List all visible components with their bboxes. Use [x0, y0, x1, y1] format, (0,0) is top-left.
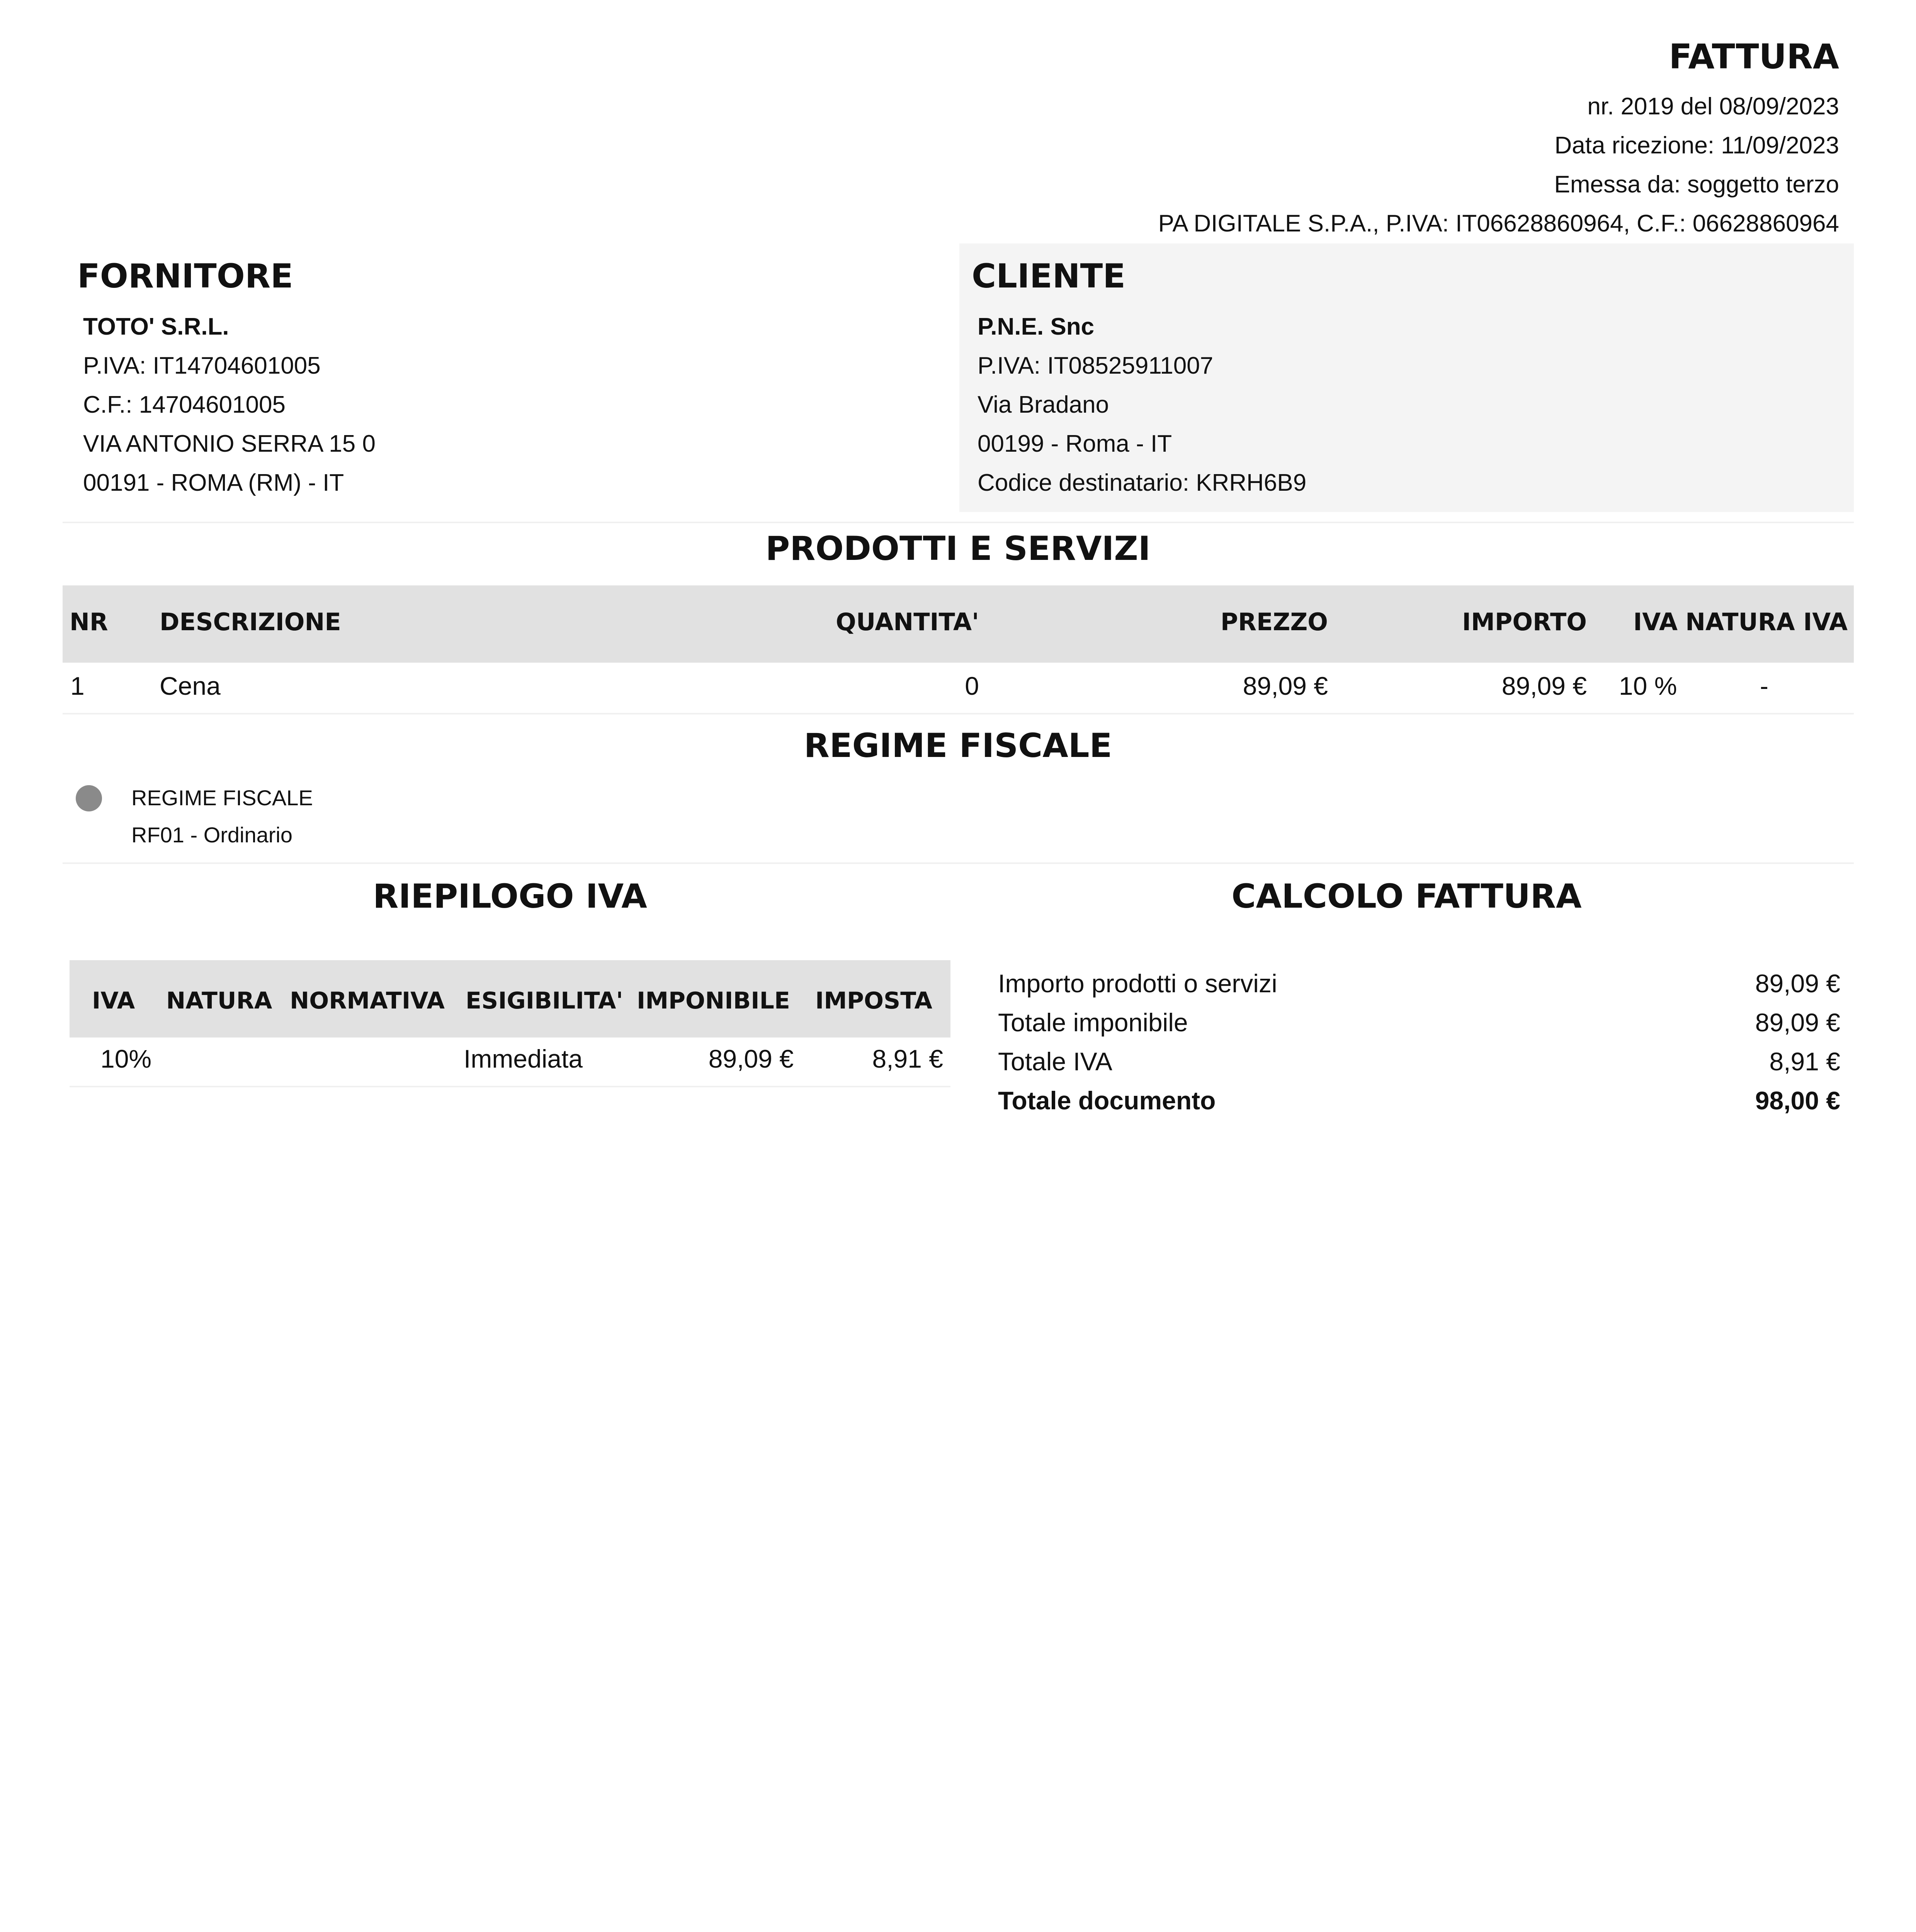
- fornitore-title: FORNITORE: [77, 257, 293, 296]
- col-natura-iva: NATURA IVA: [1685, 608, 1848, 636]
- regime-label: REGIME FISCALE: [131, 786, 313, 810]
- riep-row-iva: 10%: [100, 1044, 152, 1073]
- fornitore-name: TOTO' S.R.L.: [83, 313, 229, 340]
- row-prezzo: 89,09 €: [1243, 672, 1328, 700]
- document-title: FATTURA: [1669, 37, 1839, 77]
- calc-value: 89,09 €: [1755, 1008, 1840, 1037]
- fornitore-piva: P.IVA: IT14704601005: [83, 352, 321, 379]
- cliente-name: P.N.E. Snc: [978, 313, 1095, 340]
- regime-value: RF01 - Ordinario: [131, 823, 293, 847]
- col-importo: IMPORTO: [1462, 608, 1587, 636]
- regime-title: REGIME FISCALE: [804, 726, 1112, 765]
- calc-value: 98,00 €: [1755, 1086, 1840, 1115]
- document-header-info: [1158, 87, 1839, 243]
- riep-col-natura: NATURA: [166, 987, 272, 1014]
- row-nr: 1: [70, 672, 85, 700]
- divider: [63, 862, 1854, 864]
- divider: [70, 1086, 950, 1087]
- row-natura-iva: -: [1760, 672, 1768, 700]
- riep-col-esigibilita: ESIGIBILITA': [466, 987, 623, 1014]
- issued-by: Emessa da: soggetto terzo: [1554, 171, 1839, 198]
- riep-row-imponibile: 89,09 €: [708, 1044, 794, 1073]
- divider: [63, 522, 1854, 523]
- fornitore-cf: C.F.: 14704601005: [83, 391, 286, 418]
- calcolo-title: CALCOLO FATTURA: [1231, 877, 1582, 916]
- calc-row-totale: [998, 1081, 1840, 1120]
- receipt-date: Data ricezione: 11/09/2023: [1554, 132, 1839, 159]
- col-nr: NR: [70, 608, 108, 636]
- calc-value: 8,91 €: [1769, 1047, 1840, 1076]
- calc-row-iva: [998, 1042, 1840, 1081]
- calc-label: Totale imponibile: [998, 1008, 1188, 1037]
- intermediary: PA DIGITALE S.P.A., P.IVA: IT06628860964, C.F.: 06628860964: [1158, 210, 1839, 237]
- riep-row-imposta: 8,91 €: [872, 1044, 943, 1073]
- col-prezzo: PREZZO: [1220, 608, 1328, 636]
- col-iva: IVA: [1633, 608, 1678, 636]
- cliente-details: [978, 307, 1306, 502]
- row-iva: 10 %: [1619, 672, 1677, 700]
- calc-label: Totale IVA: [998, 1047, 1112, 1076]
- cliente-code: Codice destinatario: KRRH6B9: [978, 469, 1307, 496]
- riep-row-esigibilita: Immediata: [464, 1044, 583, 1073]
- divider: [63, 713, 1854, 714]
- bullet-dot-icon: [76, 785, 102, 811]
- fornitore-details: [83, 307, 376, 502]
- row-descrizione: Cena: [160, 672, 221, 700]
- fornitore-address: VIA ANTONIO SERRA 15 0: [83, 430, 376, 457]
- riep-col-imponibile: IMPONIBILE: [637, 987, 790, 1014]
- cliente-address: Via Bradano: [978, 391, 1109, 418]
- calc-value: 89,09 €: [1755, 969, 1840, 998]
- calc-label: Totale documento: [998, 1086, 1216, 1115]
- riep-col-imposta: IMPOSTA: [815, 987, 932, 1014]
- invoice-number: nr. 2019 del 08/09/2023: [1587, 93, 1839, 120]
- fornitore-city: 00191 - ROMA (RM) - IT: [83, 469, 344, 496]
- cliente-city: 00199 - Roma - IT: [978, 430, 1172, 457]
- col-quantita: QUANTITA': [836, 608, 979, 636]
- row-quantita: 0: [965, 672, 979, 700]
- cliente-piva: P.IVA: IT08525911007: [978, 352, 1214, 379]
- riepilogo-title: RIEPILOGO IVA: [373, 877, 647, 916]
- products-title: PRODOTTI E SERVIZI: [765, 529, 1151, 568]
- col-descrizione: DESCRIZIONE: [160, 608, 341, 636]
- cliente-title: CLIENTE: [972, 257, 1126, 296]
- calc-row-importo: [998, 964, 1840, 1003]
- riep-col-iva: IVA: [92, 987, 135, 1014]
- calc-label: Importo prodotti o servizi: [998, 969, 1277, 998]
- row-importo: 89,09 €: [1501, 672, 1587, 700]
- calc-row-imponibile: [998, 1003, 1840, 1042]
- riep-col-normativa: NORMATIVA: [290, 987, 445, 1014]
